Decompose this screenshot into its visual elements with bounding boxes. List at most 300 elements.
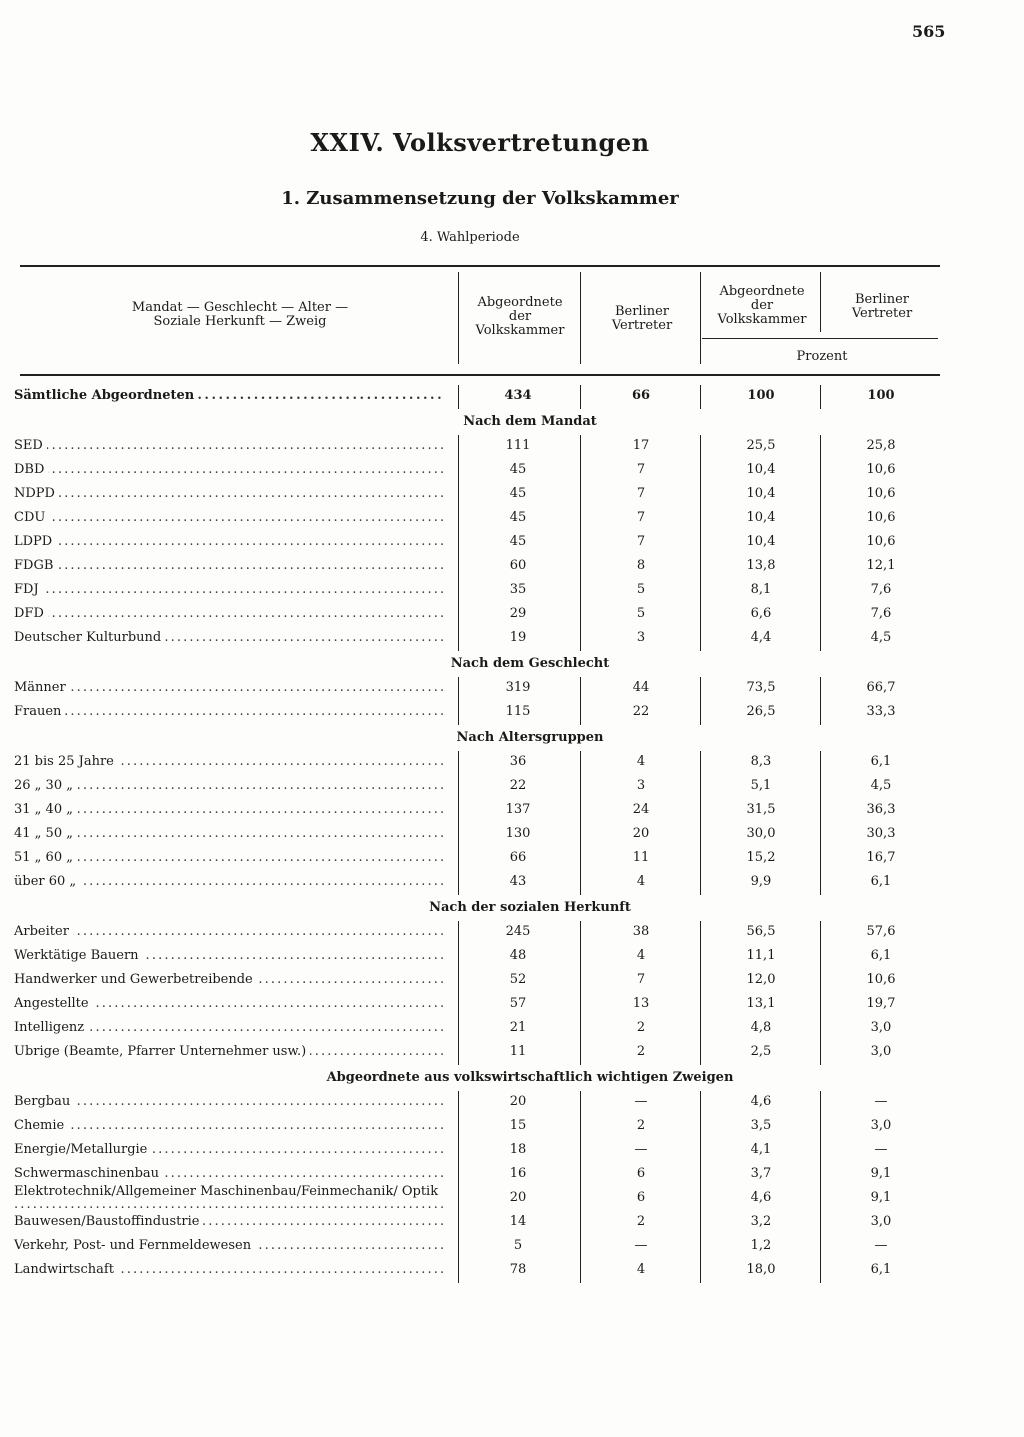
column-divider xyxy=(458,1163,459,1187)
column-divider xyxy=(580,969,581,993)
row-label xyxy=(14,1214,444,1230)
column-divider xyxy=(820,555,821,579)
header-col2-line: Berliner xyxy=(614,304,670,319)
row-label xyxy=(14,1094,444,1110)
column-divider xyxy=(458,627,459,651)
data-table xyxy=(0,385,960,1283)
cell-col2: 6 xyxy=(636,1190,646,1205)
column-divider xyxy=(700,751,701,775)
cell-col1: 5 xyxy=(513,1238,523,1253)
column-divider xyxy=(458,459,459,483)
table-row xyxy=(0,627,960,651)
header-col1 xyxy=(462,296,578,338)
column-divider xyxy=(458,1259,459,1283)
column-divider xyxy=(820,627,821,651)
cell-col3: 25,5 xyxy=(746,438,776,453)
column-divider xyxy=(458,1017,459,1041)
column-divider xyxy=(700,993,701,1017)
column-divider xyxy=(458,603,459,627)
cell-col3: 4,8 xyxy=(750,1020,772,1035)
column-divider xyxy=(580,627,581,651)
cell-col2: — xyxy=(634,1238,648,1253)
group-title: Nach der sozialen Herkunft xyxy=(429,900,631,915)
cell-col4: 12,1 xyxy=(866,558,896,573)
column-divider xyxy=(580,483,581,507)
column-divider xyxy=(700,701,701,725)
cell-col1: 14 xyxy=(509,1214,527,1229)
cell-col3: 1,2 xyxy=(750,1238,772,1253)
cell-col4: 33,3 xyxy=(866,704,896,719)
column-divider xyxy=(458,1041,459,1065)
column-divider xyxy=(700,823,701,847)
cell-col2: 7 xyxy=(636,972,646,987)
column-divider xyxy=(700,1235,701,1259)
cell-col3: 9,9 xyxy=(750,874,772,889)
cell-col4: 66,7 xyxy=(866,680,896,695)
cell-col3: 3,2 xyxy=(750,1214,772,1229)
cell-col3: 8,3 xyxy=(750,754,772,769)
table-row xyxy=(0,1235,960,1259)
header-col1-line: der xyxy=(508,309,532,324)
column-divider xyxy=(700,1091,701,1115)
cell-col4: — xyxy=(874,1238,888,1253)
column-divider xyxy=(700,507,701,531)
cell-col1: 45 xyxy=(509,462,527,477)
cell-col1: 20 xyxy=(509,1190,527,1205)
column-divider xyxy=(820,1163,821,1187)
row-label-text: SED xyxy=(14,438,47,453)
cell-col3: 18,0 xyxy=(746,1262,776,1277)
cell-col1: 19 xyxy=(509,630,527,645)
cell-col3: 56,5 xyxy=(746,924,776,939)
table-row xyxy=(0,775,960,799)
header-divider xyxy=(458,272,459,364)
cell-col2: 38 xyxy=(632,924,650,939)
column-divider xyxy=(820,701,821,725)
cell-col4: 4,5 xyxy=(870,778,892,793)
row-label xyxy=(14,754,444,770)
cell-col4: 4,5 xyxy=(870,630,892,645)
cell-col4: 10,6 xyxy=(866,462,896,477)
cell-col1: 60 xyxy=(509,558,527,573)
row-label-text: Sämtliche Abgeordneten xyxy=(14,388,198,403)
cell-col2: 4 xyxy=(636,754,646,769)
column-divider xyxy=(820,507,821,531)
row-label-text: Landwirtschaft xyxy=(14,1262,118,1277)
cell-col3: 30,0 xyxy=(746,826,776,841)
row-label-text: Übrige (Beamte, Pfarrer Unternehmer usw.) xyxy=(14,1044,310,1059)
column-divider xyxy=(700,385,701,409)
header-stub xyxy=(60,301,420,329)
cell-col4: 6,1 xyxy=(870,754,892,769)
cell-col3: 4,1 xyxy=(750,1142,772,1157)
cell-col1: 48 xyxy=(509,948,527,963)
cell-col3: 12,0 xyxy=(746,972,776,987)
cell-col4: 36,3 xyxy=(866,802,896,817)
cell-col3: 31,5 xyxy=(746,802,776,817)
table-row xyxy=(0,603,960,627)
table-row xyxy=(0,1163,960,1187)
column-divider xyxy=(700,945,701,969)
column-divider xyxy=(458,871,459,895)
row-label xyxy=(14,826,444,842)
column-divider xyxy=(458,1235,459,1259)
row-label xyxy=(14,1142,444,1158)
page-number: 565 xyxy=(912,22,946,41)
row-label-text: LDPD xyxy=(14,534,56,549)
cell-col3: 3,7 xyxy=(750,1166,772,1181)
cell-col3: 4,6 xyxy=(750,1190,772,1205)
column-divider xyxy=(820,1017,821,1041)
column-divider xyxy=(458,1187,459,1211)
cell-col2: 20 xyxy=(632,826,650,841)
table-row xyxy=(0,1187,960,1211)
group-title: Abgeordnete aus volkswirtschaftlich wichtigen Zweigen xyxy=(326,1070,734,1085)
column-divider xyxy=(458,1091,459,1115)
cell-col4: 19,7 xyxy=(866,996,896,1011)
row-label-text: DBD xyxy=(14,462,48,477)
column-divider xyxy=(580,677,581,701)
cell-col4: 10,6 xyxy=(866,510,896,525)
group-title: Nach dem Geschlecht xyxy=(450,656,610,671)
cell-col1: 57 xyxy=(509,996,527,1011)
row-label-text: Bergbau xyxy=(14,1094,74,1109)
column-divider xyxy=(580,1163,581,1187)
table-row xyxy=(0,677,960,701)
column-divider xyxy=(580,1235,581,1259)
cell-col2: 2 xyxy=(636,1118,646,1133)
column-divider xyxy=(700,531,701,555)
table-row xyxy=(0,969,960,993)
cell-col2: — xyxy=(634,1094,648,1109)
column-divider xyxy=(820,945,821,969)
column-divider xyxy=(458,1139,459,1163)
cell-col3: 10,4 xyxy=(746,486,776,501)
row-label xyxy=(14,534,444,550)
group-title: Nach dem Mandat xyxy=(463,414,597,429)
cell-col4: 7,6 xyxy=(870,582,892,597)
cell-col4: 57,6 xyxy=(866,924,896,939)
table-row xyxy=(0,823,960,847)
column-divider xyxy=(820,385,821,409)
column-divider xyxy=(458,677,459,701)
cell-col3: 10,4 xyxy=(746,534,776,549)
cell-col1: 22 xyxy=(509,778,527,793)
row-label xyxy=(14,680,444,696)
table-row xyxy=(0,1041,960,1065)
cell-col4: 3,0 xyxy=(870,1020,892,1035)
column-divider xyxy=(580,945,581,969)
header-col4 xyxy=(824,293,940,321)
column-divider xyxy=(458,847,459,871)
cell-col1: 137 xyxy=(505,802,531,817)
row-label-text: NDPD xyxy=(14,486,59,501)
cell-col1: 78 xyxy=(509,1262,527,1277)
column-divider xyxy=(458,435,459,459)
cell-col4: — xyxy=(874,1142,888,1157)
column-divider xyxy=(700,627,701,651)
column-divider xyxy=(820,483,821,507)
cell-col1: 319 xyxy=(505,680,531,695)
column-divider xyxy=(458,823,459,847)
row-label xyxy=(14,972,444,988)
cell-col1: 35 xyxy=(509,582,527,597)
cell-col2: 44 xyxy=(632,680,650,695)
column-divider xyxy=(820,1235,821,1259)
column-divider xyxy=(700,1017,701,1041)
row-label-text: FDGB xyxy=(14,558,57,573)
row-label-text: Chemie xyxy=(14,1118,68,1133)
column-divider xyxy=(580,603,581,627)
row-label xyxy=(14,510,444,526)
column-divider xyxy=(700,799,701,823)
column-divider xyxy=(700,871,701,895)
row-label xyxy=(14,1044,444,1060)
column-divider xyxy=(580,871,581,895)
cell-col4: — xyxy=(874,1094,888,1109)
column-divider xyxy=(820,459,821,483)
cell-col3: 4,4 xyxy=(750,630,772,645)
row-label xyxy=(14,606,444,622)
cell-col4: 16,7 xyxy=(866,850,896,865)
cell-col3: 5,1 xyxy=(750,778,772,793)
header-col4-line: Vertreter xyxy=(851,306,913,321)
cell-col2: 7 xyxy=(636,486,646,501)
header-stub-line: Mandat — Geschlecht — Alter — xyxy=(131,300,349,315)
row-label-text: Angestellte xyxy=(14,996,93,1011)
cell-col4: 7,6 xyxy=(870,606,892,621)
column-divider xyxy=(458,1115,459,1139)
cell-col2: 3 xyxy=(636,630,646,645)
column-divider xyxy=(458,507,459,531)
column-divider xyxy=(458,701,459,725)
row-label xyxy=(14,1166,444,1182)
cell-col4: 100 xyxy=(867,388,895,403)
table-row xyxy=(0,871,960,895)
row-label-text: 51 „ 60 „ xyxy=(14,850,77,865)
row-label-text: Elektrotechnik/Allgemeiner Maschinenbau/Feinmechanik/ Optik xyxy=(14,1185,442,1199)
column-divider xyxy=(820,435,821,459)
header-col1-line: Volkskammer xyxy=(475,323,565,338)
section-title: 1. Zusammensetzung der Volkskammer xyxy=(281,188,679,209)
column-divider xyxy=(580,921,581,945)
cell-col2: 2 xyxy=(636,1044,646,1059)
header-col2-line: Vertreter xyxy=(611,318,673,333)
row-label-text: Frauen xyxy=(14,704,65,719)
row-label-text: Arbeiter xyxy=(14,924,73,939)
cell-col4: 10,6 xyxy=(866,486,896,501)
column-divider xyxy=(580,507,581,531)
row-label-text: 31 „ 40 „ xyxy=(14,802,77,817)
table-row xyxy=(0,993,960,1017)
cell-col2: 24 xyxy=(632,802,650,817)
table-row xyxy=(0,847,960,871)
column-divider xyxy=(700,1211,701,1235)
column-divider xyxy=(700,579,701,603)
row-label xyxy=(14,462,444,478)
row-label-text: Werktätige Bauern xyxy=(14,948,143,963)
cell-col3: 10,4 xyxy=(746,510,776,525)
column-divider xyxy=(580,459,581,483)
row-label xyxy=(14,1238,444,1254)
cell-col3: 6,6 xyxy=(750,606,772,621)
column-divider xyxy=(580,701,581,725)
percent-label: Prozent xyxy=(796,349,848,364)
column-divider xyxy=(458,483,459,507)
table-row xyxy=(0,945,960,969)
cell-col2: 4 xyxy=(636,1262,646,1277)
column-divider xyxy=(820,847,821,871)
row-label-text: DFD xyxy=(14,606,48,621)
header-divider xyxy=(820,272,821,332)
row-label xyxy=(14,924,444,940)
column-divider xyxy=(580,531,581,555)
column-divider xyxy=(580,1041,581,1065)
row-group xyxy=(0,1065,960,1283)
table-top-rule xyxy=(20,265,940,267)
column-divider xyxy=(700,1115,701,1139)
header-col3-line: der xyxy=(750,298,774,313)
row-label-text: Energie/Metallurgie xyxy=(14,1142,151,1157)
row-label xyxy=(14,778,444,794)
header-col3-line: Abgeordnete xyxy=(719,284,805,299)
cell-col4: 6,1 xyxy=(870,1262,892,1277)
row-label xyxy=(14,582,444,598)
row-label-text: über 60 „ xyxy=(14,874,80,889)
cell-col3: 13,8 xyxy=(746,558,776,573)
row-label-text: CDU xyxy=(14,510,49,525)
row-label xyxy=(14,948,444,964)
table-row xyxy=(0,1211,960,1235)
row-label-text: 21 bis 25 Jahre xyxy=(14,754,118,769)
column-divider xyxy=(820,1187,821,1211)
column-divider xyxy=(820,921,821,945)
column-divider xyxy=(580,1139,581,1163)
row-label-text: Schwermaschinenbau xyxy=(14,1166,163,1181)
cell-col3: 100 xyxy=(747,388,775,403)
cell-col1: 18 xyxy=(509,1142,527,1157)
column-divider xyxy=(820,1115,821,1139)
cell-col2: — xyxy=(634,1142,648,1157)
cell-col2: 11 xyxy=(632,850,650,865)
column-divider xyxy=(820,1091,821,1115)
column-divider xyxy=(580,1017,581,1041)
row-label-text: Intelligenz xyxy=(14,1020,88,1035)
cell-col1: 111 xyxy=(505,438,531,453)
cell-col1: 45 xyxy=(509,486,527,501)
column-divider xyxy=(820,871,821,895)
column-divider xyxy=(700,435,701,459)
cell-col2: 2 xyxy=(636,1214,646,1229)
column-divider xyxy=(580,775,581,799)
column-divider xyxy=(458,921,459,945)
header-col3-line: Volkskammer xyxy=(717,312,807,327)
column-divider xyxy=(458,775,459,799)
cell-col2: 7 xyxy=(636,462,646,477)
header-col3 xyxy=(704,285,820,327)
cell-col2: 4 xyxy=(636,874,646,889)
column-divider xyxy=(820,1259,821,1283)
column-divider xyxy=(458,385,459,409)
column-divider xyxy=(700,775,701,799)
column-divider xyxy=(700,1139,701,1163)
cell-col2: 7 xyxy=(636,534,646,549)
cell-col1: 15 xyxy=(509,1118,527,1133)
table-row xyxy=(0,921,960,945)
table-row xyxy=(0,385,960,409)
cell-col2: 2 xyxy=(636,1020,646,1035)
row-label xyxy=(14,388,444,404)
column-divider xyxy=(458,969,459,993)
column-divider xyxy=(700,555,701,579)
column-divider xyxy=(580,1211,581,1235)
header-divider xyxy=(700,272,701,364)
cell-col4: 9,1 xyxy=(870,1190,892,1205)
table-row xyxy=(0,1139,960,1163)
row-group xyxy=(0,409,960,651)
header-divider xyxy=(580,272,581,364)
column-divider xyxy=(580,579,581,603)
cell-col4: 25,8 xyxy=(866,438,896,453)
cell-col3: 8,1 xyxy=(750,582,772,597)
column-divider xyxy=(820,799,821,823)
cell-col4: 10,6 xyxy=(866,972,896,987)
row-group xyxy=(0,651,960,725)
row-label xyxy=(14,486,444,502)
cell-col1: 21 xyxy=(509,1020,527,1035)
cell-col1: 45 xyxy=(509,510,527,525)
cell-col2: 22 xyxy=(632,704,650,719)
column-divider xyxy=(820,677,821,701)
row-label xyxy=(14,996,444,1012)
column-divider xyxy=(700,483,701,507)
cell-col3: 26,5 xyxy=(746,704,776,719)
row-label-text: 41 „ 50 „ xyxy=(14,826,77,841)
column-divider xyxy=(820,579,821,603)
cell-col1: 52 xyxy=(509,972,527,987)
column-divider xyxy=(820,1041,821,1065)
column-divider xyxy=(458,579,459,603)
row-group xyxy=(0,725,960,895)
cell-col1: 16 xyxy=(509,1166,527,1181)
cell-col3: 10,4 xyxy=(746,462,776,477)
row-label xyxy=(14,1185,444,1213)
header-col4-line: Berliner xyxy=(854,292,910,307)
header-col1-line: Abgeordnete xyxy=(477,295,563,310)
cell-col2: 8 xyxy=(636,558,646,573)
cell-col4: 6,1 xyxy=(870,948,892,963)
column-divider xyxy=(820,1211,821,1235)
cell-col1: 11 xyxy=(509,1044,527,1059)
cell-col4: 30,3 xyxy=(866,826,896,841)
column-divider xyxy=(580,555,581,579)
column-divider xyxy=(580,799,581,823)
cell-col3: 13,1 xyxy=(746,996,776,1011)
row-label-text: Deutscher Kulturbund xyxy=(14,630,165,645)
cell-col3: 73,5 xyxy=(746,680,776,695)
column-divider xyxy=(820,969,821,993)
header-col2 xyxy=(584,305,700,333)
column-divider xyxy=(820,1139,821,1163)
column-divider xyxy=(580,751,581,775)
column-divider xyxy=(458,751,459,775)
column-divider xyxy=(580,1187,581,1211)
row-label xyxy=(14,1020,444,1036)
cell-col1: 45 xyxy=(509,534,527,549)
column-divider xyxy=(458,945,459,969)
cell-col2: 13 xyxy=(632,996,650,1011)
table-row xyxy=(0,799,960,823)
